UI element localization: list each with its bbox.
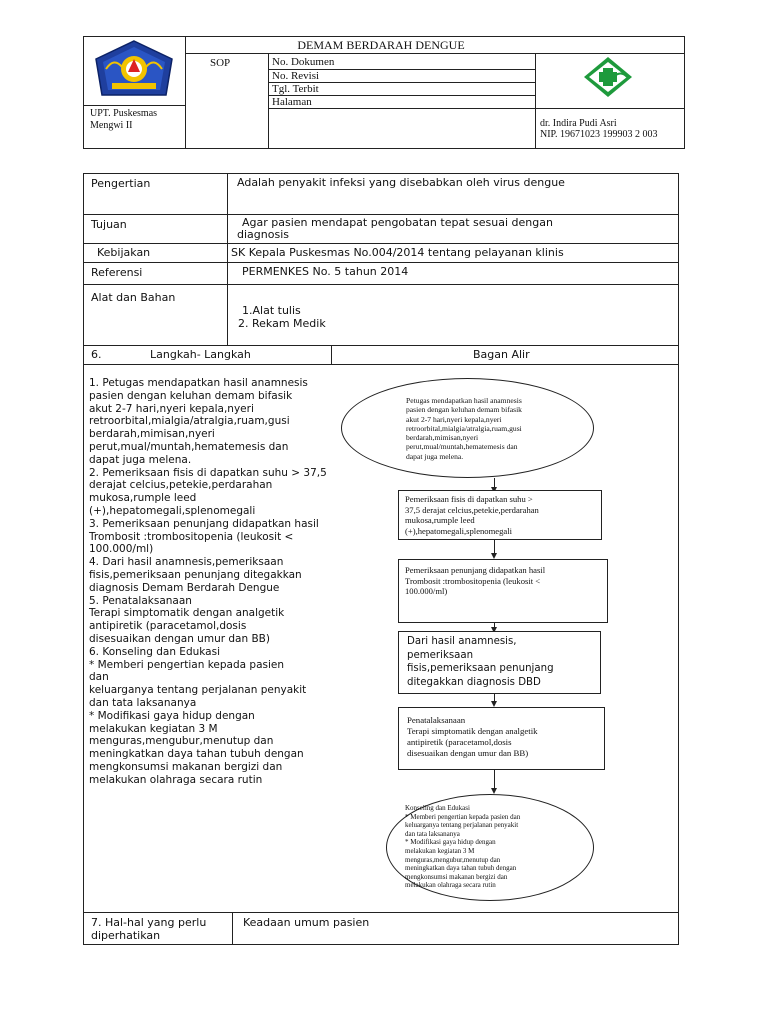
hal-perlu-label: 7. Hal-hal yang perlu diperhatikan xyxy=(91,916,207,942)
alat-item-2: 2. Rekam Medik xyxy=(238,317,326,330)
flow-box-pemeriksaan-fisis: Pemeriksaan fisis di dapatkan suhu > 37,5 derajat celcius,petekie,perdarahan mukosa,rumple leed (+),hepatomegali,splenomegali xyxy=(398,490,602,540)
kebijakan-label: Kebijakan xyxy=(97,246,151,259)
flow-box-diagnosis: Dari hasil anamnesis, pemeriksaan fisis,pemeriksaan penunjang ditegakkan diagnosis DBD xyxy=(398,631,601,694)
flow-oval-konseling: Konseling dan Edukasi * Memberi pengertian kepada pasien dan keluarganya tentang perjalanan penyakit dan tata laksananya * Modifikasi gaya hidup dengan melakukan kegiatan 3 M menguras,mengubur,menutup dan meningkatkan daya tahan tubuh dengan mengkonsumsi makanan bergizi dan melakukan olahraga secara rutin xyxy=(386,794,594,901)
flow-arrow-3 xyxy=(494,623,495,628)
tujuan-value: Agar pasien mendapat pengobatan tepat sesuai dengan diagnosis xyxy=(237,216,553,241)
field-no-dokumen: No. Dokumen xyxy=(272,56,335,68)
alat-item-1: 1.Alat tulis xyxy=(242,304,301,317)
flow-arrow-2 xyxy=(494,540,495,554)
field-no-revisi: No. Revisi xyxy=(272,70,320,82)
government-emblem-logo xyxy=(92,39,176,103)
flow-arrow-5 xyxy=(494,770,495,789)
step-5: 5. Penatalaksanaan Terapi simptomatik dengan analgetik antipiretik (paracetamol,dosis disesuaikan dengan umur dan BB) xyxy=(89,594,285,645)
field-tgl-terbit: Tgl. Terbit xyxy=(272,83,319,95)
sop-label: SOP xyxy=(210,57,231,69)
flow-box-penatalaksanaan: Penatalaksanaan Terapi simptomatik dengan analgetik antipiretik (paracetamol,dosis disesuaikan dengan umur dan BB) xyxy=(398,707,605,770)
flow-box-pemeriksaan-penunjang: Pemeriksaan penunjang didapatkan hasil Trombosit :trombositopenia (leukosit < 100.000/ml) xyxy=(398,559,608,623)
step-2: 2. Pemeriksaan fisis di dapatkan suhu > 37,5 derajat celcius,petekie,perdarahan mukosa,rumple leed (+),hepatomegali,splenomegali xyxy=(89,466,327,517)
langkah-number: 6. xyxy=(91,348,102,361)
alat-bahan-label: Alat dan Bahan xyxy=(91,291,176,304)
steps-list xyxy=(89,377,351,787)
kebijakan-value: SK Kepala Puskesmas No.004/2014 tentang pelayanan klinis xyxy=(231,246,564,259)
puskesmas-logo xyxy=(583,56,633,98)
document-title: DEMAM BERDARAH DENGUE xyxy=(297,38,465,52)
field-halaman: Halaman xyxy=(272,96,312,108)
langkah-header: Langkah- Langkah xyxy=(150,348,251,361)
pengertian-value: Adalah penyakit infeksi yang disebabkan oleh virus dengue xyxy=(237,176,565,189)
signer-name: dr. Indira Pudi Asri xyxy=(540,118,617,129)
bagan-alir-header: Bagan Alir xyxy=(473,348,530,361)
step-3: 3. Pemeriksaan penunjang didapatkan hasil Trombosit :trombositopenia (leukosit < 100.000/ml) xyxy=(89,517,319,556)
flow-arrow-1 xyxy=(494,478,495,488)
tujuan-label: Tujuan xyxy=(91,218,127,231)
step-1: 1. Petugas mendapatkan hasil anamnesis pasien dengan keluhan demam bifasik akut 2-7 hari,nyeri kepala,nyeri retroorbital,mialgia/atralgia,ruam,gusi berdarah,mimisan,nyeri perut,mual/muntah,hematemesis dan dapat juga melena. xyxy=(89,377,308,466)
organization-name: UPT. Puskesmas Mengwi II xyxy=(90,108,158,131)
hal-perlu-value: Keadaan umum pasien xyxy=(243,916,370,929)
flow-oval-anamnesis: Petugas mendapatkan hasil anamnesis pasien dengan keluhan demam bifasik akut 2-7 hari,nyeri kepala,nyeri retroorbital,mialgia/atralgia,ruam,gusi berdarah,mimisan,nyeri perut,mual/muntah,hematemesis dan dapat juga melena. xyxy=(341,378,594,478)
step-6: 6. Konseling dan Edukasi * Memberi pengertian kepada pasien dan keluarganya tentang perjalanan penyakit dan tata laksananya * Modifikasi gaya hidup dengan melakukan kegiatan 3 M menguras,mengubur,menutup dan meningkatkan daya tahan tubuh dengan mengkonsumsi makanan bergizi dan melakukan olahraga secara rutin xyxy=(89,645,307,786)
flow-arrow-4 xyxy=(494,694,495,702)
referensi-value: PERMENKES No. 5 tahun 2014 xyxy=(242,265,409,278)
referensi-label: Referensi xyxy=(91,266,143,279)
signer-nip: NIP. 19671023 199903 2 003 xyxy=(540,129,658,140)
step-4: 4. Dari hasil anamnesis,pemeriksaan fisis,pemeriksaan penunjang ditegakkan diagnosis Demam Berdarah Dengue xyxy=(89,556,302,594)
pengertian-label: Pengertian xyxy=(91,177,151,190)
